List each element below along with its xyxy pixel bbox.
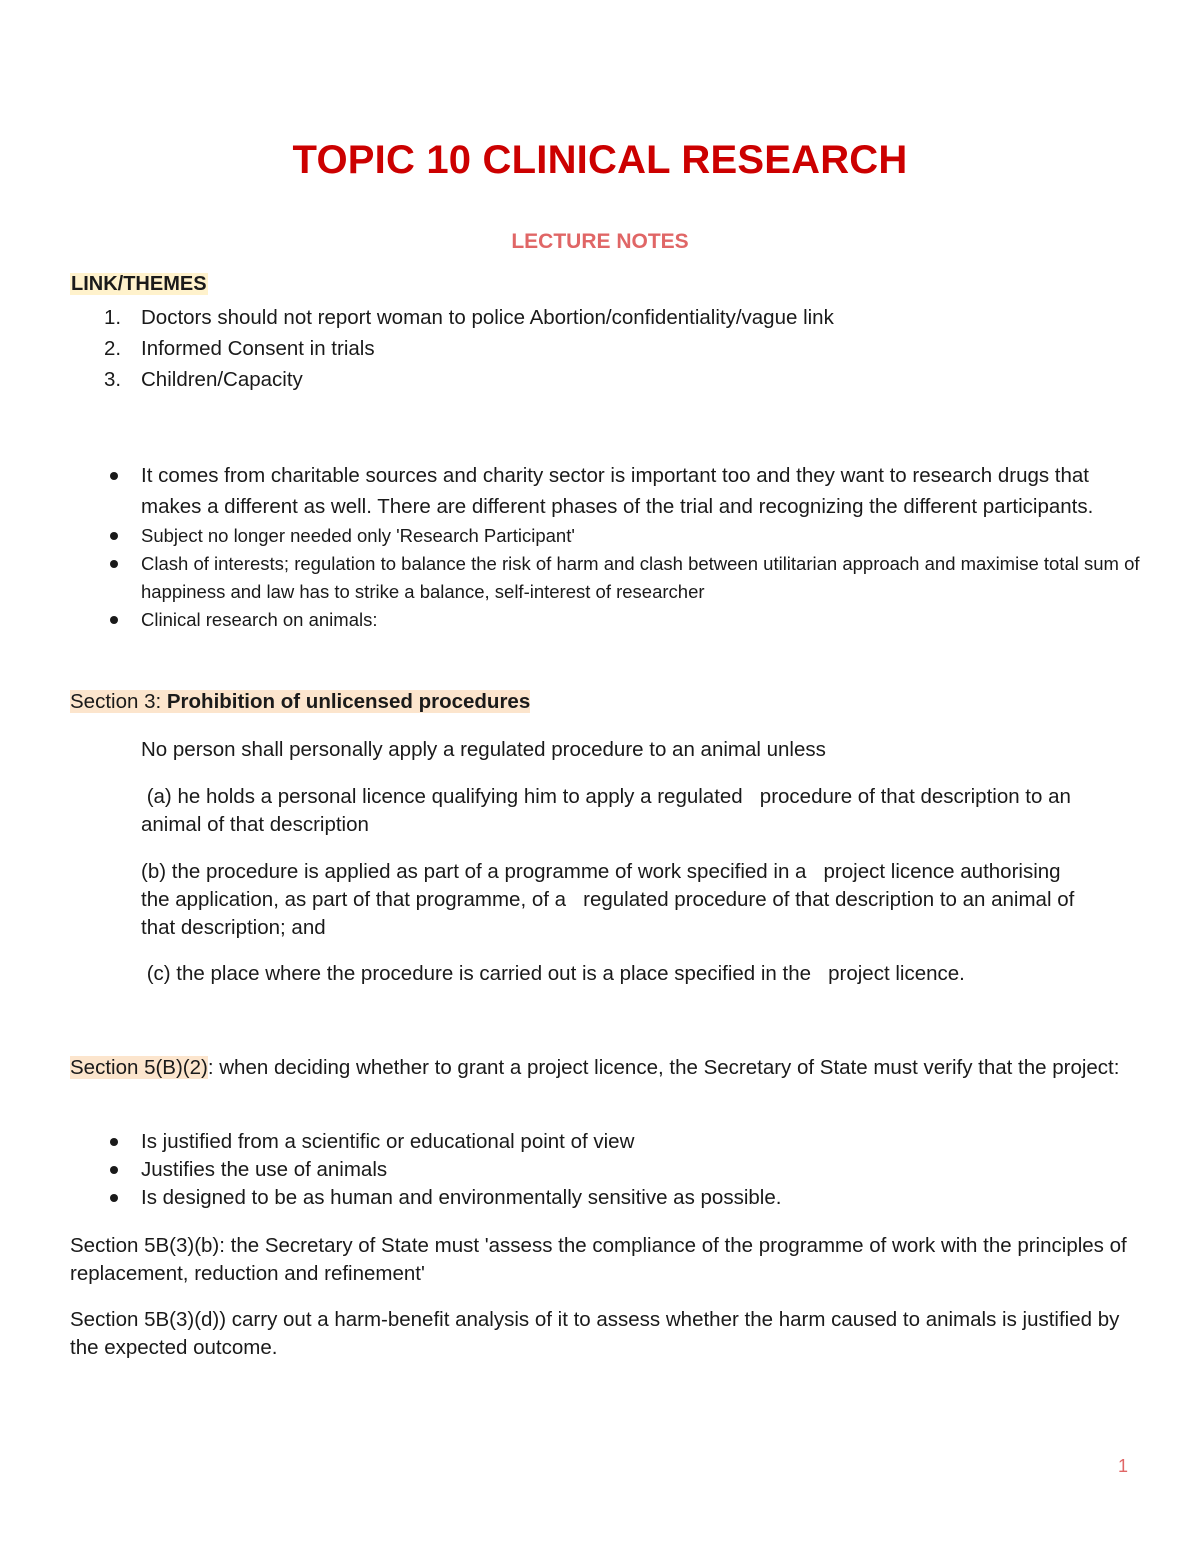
section-3-title: Prohibition of unlicensed procedures xyxy=(166,690,531,713)
list-item-number: 3. xyxy=(104,368,122,391)
list-item-text: Children/Capacity xyxy=(141,368,303,391)
page-number: 1 xyxy=(1117,1456,1128,1476)
section-3-label: Section 3: xyxy=(70,690,167,713)
list-item-text: Justifies the use of animals xyxy=(141,1158,388,1181)
list-item xyxy=(70,302,834,333)
list-item-text: Clash of interests; regulation to balance the risk of harm and clash between utilitarian approach and maximise total sum of happiness and law has to strike a balance, self-interest of researcher xyxy=(141,553,1140,602)
list-item-text: Doctors should not report woman to police Abortion/confidentiality/vague link xyxy=(141,306,834,329)
section-5b2-label: Section 5(B)(2) xyxy=(70,1056,208,1079)
list-item-number: 2. xyxy=(104,337,122,360)
list-item xyxy=(70,1184,1150,1212)
document-title: TOPIC 10 CLINICAL RESEARCH xyxy=(292,138,908,182)
list-item xyxy=(70,522,1150,550)
bullet-dot-icon xyxy=(110,1138,118,1146)
bullet-dot-icon xyxy=(110,472,118,480)
list-item-text: Informed Consent in trials xyxy=(141,337,375,360)
bullet-dot-icon xyxy=(110,1166,118,1174)
bullet-dot-icon xyxy=(110,560,118,568)
list-item-text: It comes from charitable sources and charity sector is important too and they want to research drugs that makes a different as well. There are different phases of the trial and recognizing the different participants. xyxy=(141,464,1094,518)
links-themes-heading-text: LINK/THEMES xyxy=(71,273,207,295)
notes-bullet-list xyxy=(70,460,1150,634)
list-item xyxy=(70,1128,1150,1156)
project-criteria-list xyxy=(70,1128,1150,1212)
list-item xyxy=(70,550,1150,606)
section-3-heading xyxy=(70,688,530,716)
bullet-dot-icon xyxy=(110,532,118,540)
bullet-dot-icon xyxy=(110,1194,118,1202)
section-5b2-paragraph xyxy=(70,1054,1130,1082)
list-item-number: 1. xyxy=(104,306,122,329)
list-item xyxy=(70,333,834,364)
list-item-text: Subject no longer needed only 'Research Participant' xyxy=(141,525,575,546)
section-3-intro: No person shall personally apply a regulated procedure to an animal unless xyxy=(141,738,826,761)
list-item-text: Is designed to be as human and environmentally sensitive as possible. xyxy=(141,1186,782,1209)
section-5b3d-paragraph: Section 5B(3)(d)) carry out a harm-benefit analysis of it to assess whether the harm caused to animals is justified by the expected outcome. xyxy=(70,1308,1120,1359)
list-item xyxy=(70,364,834,395)
bullet-dot-icon xyxy=(110,616,118,624)
section-3-clause-c: (c) the place where the procedure is carried out is a place specified in the project licence. xyxy=(141,962,965,985)
list-item-text: Is justified from a scientific or educational point of view xyxy=(141,1130,635,1153)
list-item xyxy=(70,460,1150,522)
list-item xyxy=(70,1156,1150,1184)
links-themes-heading xyxy=(70,273,208,296)
section-3-clause-a: (a) he holds a personal licence qualifying him to apply a regulated procedure of that description to an animal of that description xyxy=(141,785,1077,836)
list-item-text: Clinical research on animals: xyxy=(141,609,378,630)
themes-numbered-list xyxy=(70,302,834,395)
section-3-clause-b: (b) the procedure is applied as part of a programme of work specified in a project licence authorising the application, as part of that programme, of a regulated procedure of that description to an animal of that description; and xyxy=(141,860,1081,939)
section-5b3b-paragraph: Section 5B(3)(b): the Secretary of State must 'assess the compliance of the programme of work with the principles of replacement, reduction and refinement' xyxy=(70,1234,1127,1285)
section-5b2-text: : when deciding whether to grant a project licence, the Secretary of State must verify that the project: xyxy=(207,1056,1120,1079)
document-subtitle: LECTURE NOTES xyxy=(511,230,689,253)
list-item xyxy=(70,606,1150,634)
